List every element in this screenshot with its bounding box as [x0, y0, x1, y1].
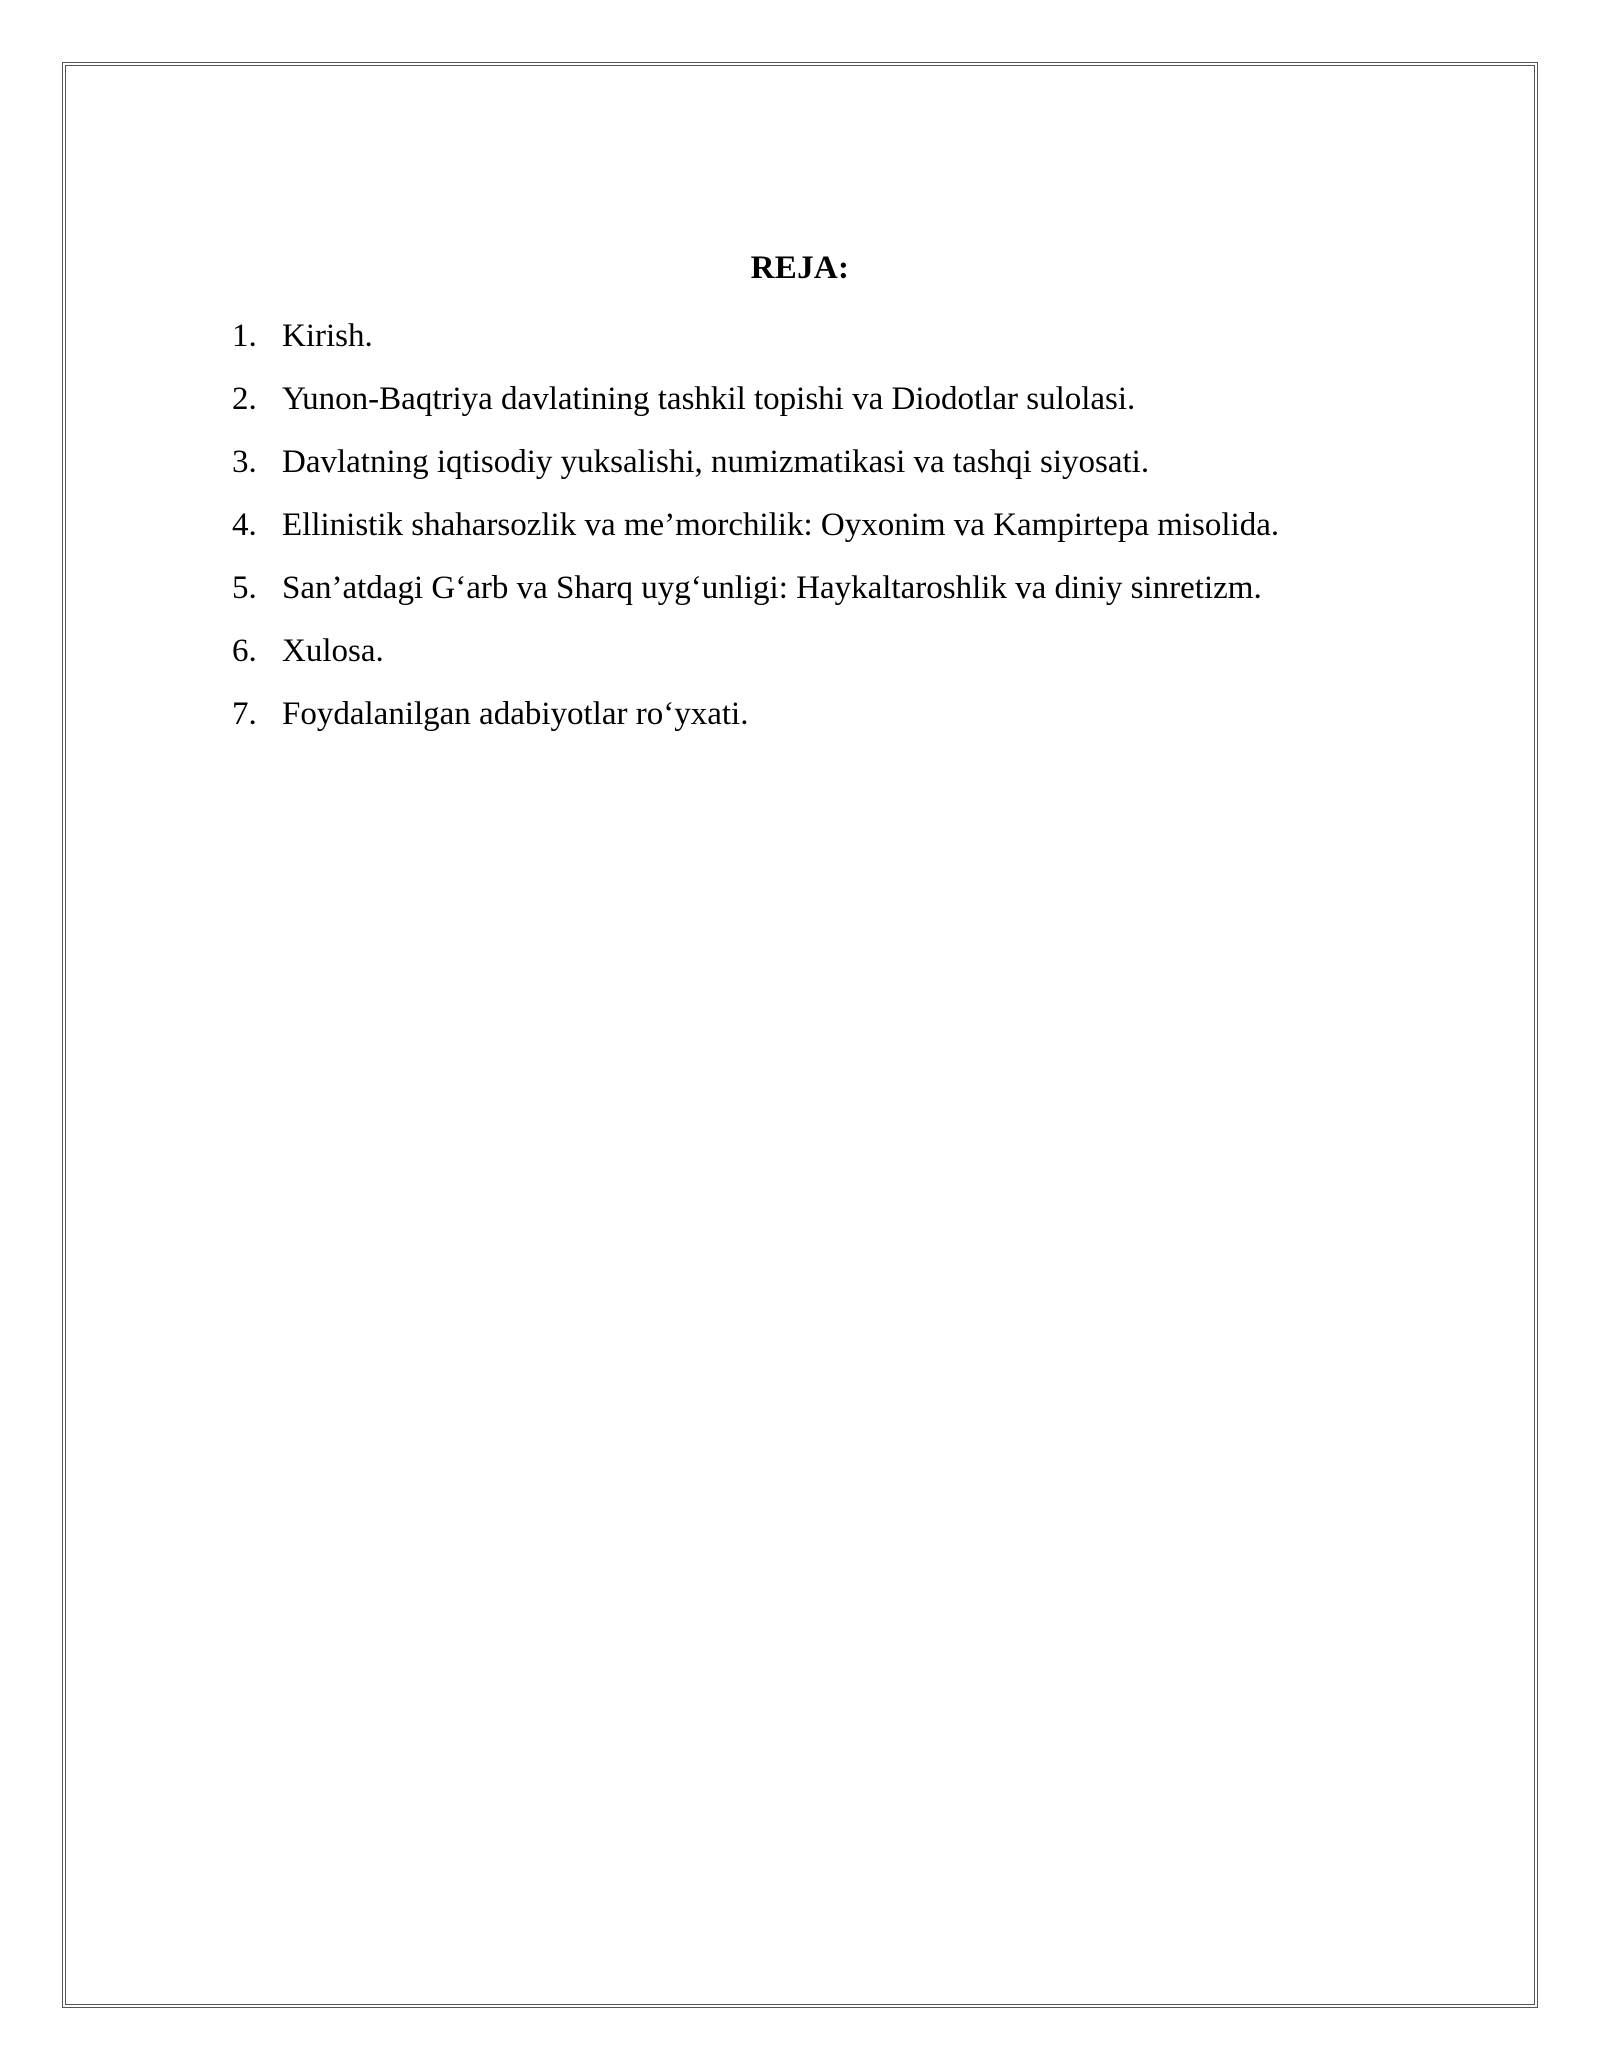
plan-list [232, 316, 1279, 757]
plan-item-text: Foydalanilgan adabiyotlar ro‘yxati. [282, 696, 749, 732]
plan-item-2 [232, 379, 1279, 442]
plan-item-number: 1. [232, 318, 257, 354]
page-title: REJA: [750, 250, 850, 286]
plan-item-text: Yunon-Baqtriya davlatining tashkil topishi va Diodotlar sulolasi. [282, 381, 1136, 417]
plan-item-1 [232, 316, 1279, 379]
plan-item-text: San’atdagi G‘arb va Sharq uyg‘unligi: Haykaltaroshlik va diniy sinretizm. [282, 570, 1262, 606]
plan-item-text: Davlatning iqtisodiy yuksalishi, numizmatikasi va tashqi siyosati. [282, 444, 1150, 480]
plan-item-number: 3. [232, 444, 257, 480]
plan-item-text: Ellinistik shaharsozlik va me’morchilik: Oyxonim va Kampirtepa misolida. [282, 507, 1280, 543]
plan-item-number: 7. [232, 696, 257, 732]
plan-item-4 [232, 505, 1279, 568]
plan-item-7 [232, 694, 1279, 757]
plan-item-number: 6. [232, 633, 257, 669]
plan-item-3 [232, 442, 1279, 505]
plan-item-number: 5. [232, 570, 257, 606]
plan-item-number: 2. [232, 381, 257, 417]
plan-item-number: 4. [232, 507, 257, 543]
plan-item-text: Xulosa. [282, 633, 384, 669]
plan-item-text: Kirish. [282, 318, 373, 354]
plan-item-6 [232, 631, 1279, 694]
plan-item-5 [232, 568, 1279, 631]
